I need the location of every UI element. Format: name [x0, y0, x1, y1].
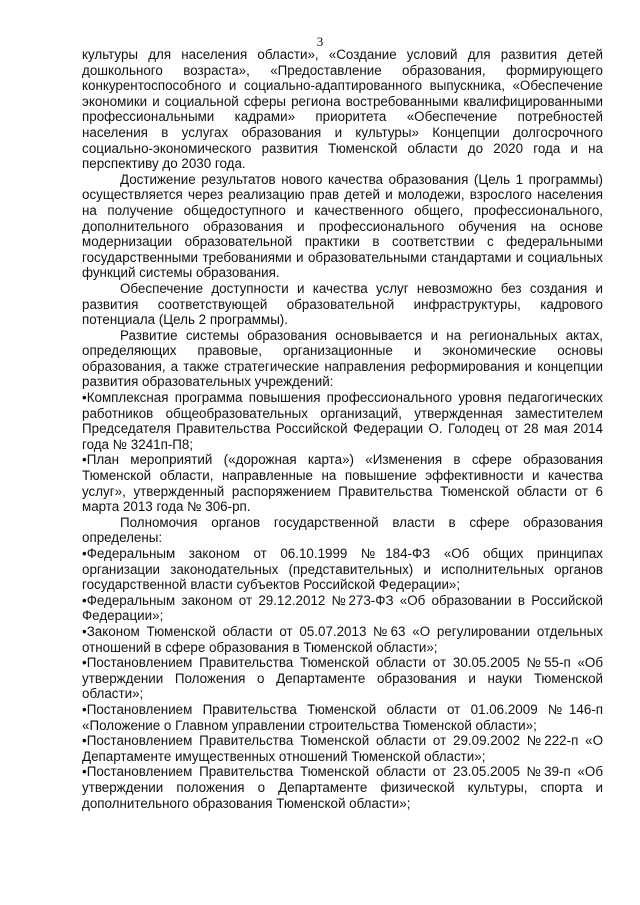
list-item-text: Постановлением Правительства Тюменской области от 30.05.2005 №55-п «Об утверждении Положения о Департаменте образования и науки Тюменской области»; [82, 655, 603, 702]
list-item [82, 452, 603, 514]
list-item-text: Федеральным законом от 06.10.1999 №184-ФЗ «Об общих принципах организации законодательных (представительных) и исполнительных органов государственной власти субъектов Российской Федерации»; [82, 546, 603, 593]
list-item [82, 702, 603, 733]
list-item [82, 733, 603, 764]
paragraph-goal-1: Достижение результатов нового качества образования (Цель 1 программы) осуществляется через реализацию прав детей и молодежи, взрослого населения на получение общедоступного и качественного общего, профессионального, дополнительного образования и профессионального обучения на основе модернизации образовательной практики в соответствии с федеральными государственными требованиями и образовательными стандартами и социальных функций системы образования. [82, 171, 603, 281]
list-item [82, 764, 603, 811]
list-item-text: Постановлением Правительства Тюменской области от 01.06.2009 №146-п «Положение о Главном управлении строительства Тюменской области»; [82, 701, 603, 733]
list-item [82, 624, 603, 655]
list-item [82, 655, 603, 702]
list-item [82, 593, 603, 624]
list-item-text: Федеральным законом от 29.12.2012 №273-ФЗ «Об образовании в Российской Федерации»; [82, 592, 603, 624]
paragraph-goal-2: Обеспечение доступности и качества услуг невозможно без создания и развития соответствующей образовательной инфраструктуры, кадрового потенциала (Цель 2 программы). [82, 280, 603, 328]
bullet-icon: • [82, 701, 87, 717]
bullet-icon: • [82, 655, 87, 671]
bullet-icon: • [82, 623, 87, 639]
list-item [82, 390, 603, 452]
paragraph-regional-acts: Развитие системы образования основывается и на региональных актах, определяющих правовые, организационные и экономические основы образования, а также стратегические направления реформирования и концепции развития образовательных учреждений: [82, 327, 603, 390]
bullet-icon: • [82, 592, 87, 608]
list-item-text: Законом Тюменской области от 05.07.2013 №63 «О регулировании отдельных отношений в сфере образования в Тюменской области»; [82, 623, 603, 655]
bullet-icon: • [82, 452, 87, 468]
regional-acts-list [82, 390, 603, 515]
page-number: 3 [316, 34, 324, 49]
list-item-text: Постановлением Правительства Тюменской области от 29.09.2002 №222-п «О Департаменте имущественных отношений Тюменской области»; [82, 733, 603, 764]
paragraph-authority: Полномочия органов государственной власти в сфере образования определены: [82, 514, 603, 546]
bullet-icon: • [82, 546, 87, 561]
document-body [82, 47, 603, 811]
list-item-text: План мероприятий («дорожная карта») «Изменения в сфере образования Тюменской области, направленные на повышение эффективности и качества услуг», утвержденный распоряжением Правительства Тюменской области от 6 марта 2013 года № 306-рп. [82, 452, 603, 515]
paragraph-priorities: культуры для населения области», «Создание условий для развития детей дошкольного возраста», «Предоставление образования, формирующего конкурентоспособного и социально-адаптированного выпускника, «Обеспечение экономики и социальной сферы региона востребованными квалифицированными профессиональными кадрами» приоритета «Обеспечение потребностей населения в услугах образования и культуры» Концепции долгосрочного социально-экономического развития Тюменской области до 2020 года и на перспективу до 2030 года. [82, 47, 603, 172]
legal-acts-list [82, 546, 603, 811]
list-item-text: Комплексная программа повышения профессионального уровня педагогических работников общеобразовательных организаций, утвержденная заместителем Председателя Правительства Российской Федерации О. Голодец от 28 мая 2014 года № 3241п-П8; [82, 390, 603, 452]
bullet-icon: • [82, 764, 87, 780]
list-item-text: Постановлением Правительства Тюменской области от 23.05.2005 №39-п «Об утверждении положения о Департаменте физической культуры, спорта и дополнительного образования Тюменской области»; [82, 764, 603, 811]
bullet-icon: • [82, 390, 87, 406]
bullet-icon: • [82, 733, 87, 749]
list-item [82, 546, 603, 593]
